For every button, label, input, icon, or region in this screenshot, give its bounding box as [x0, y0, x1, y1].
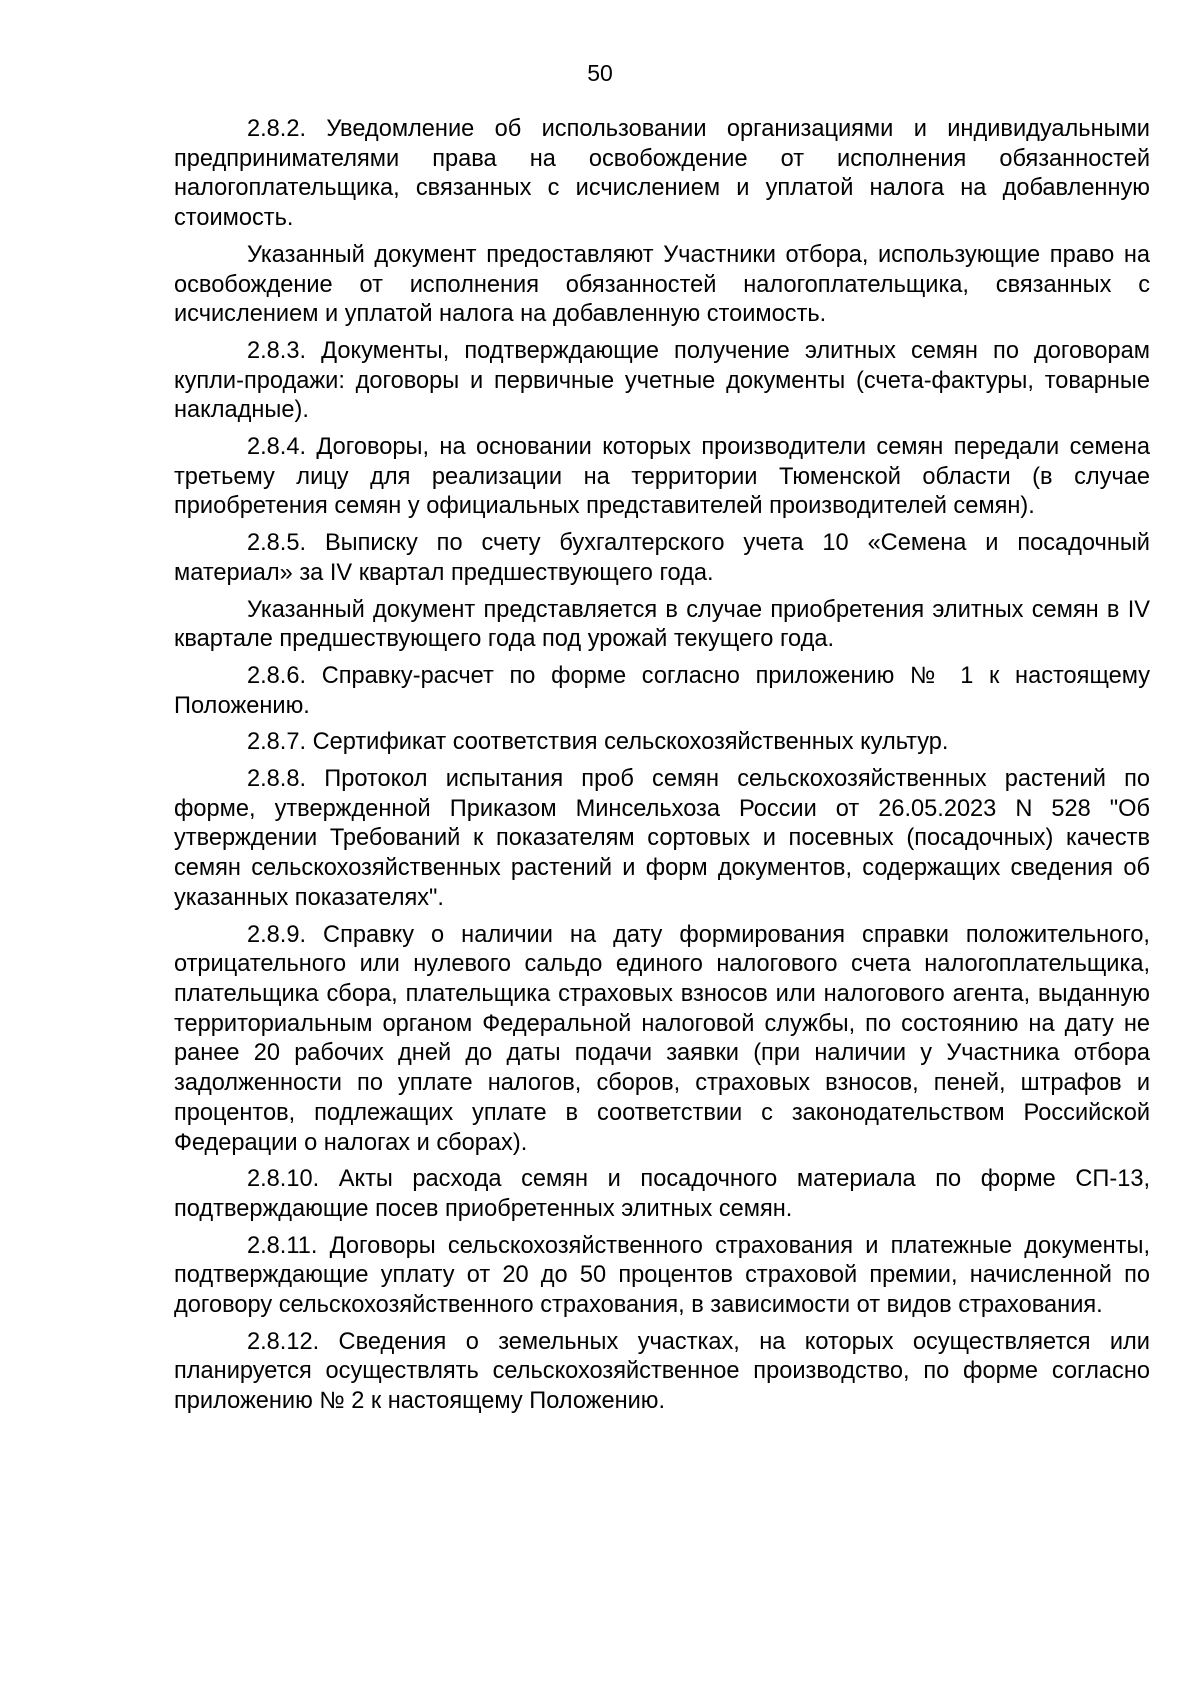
paragraph-2-8-4: 2.8.4. Договоры, на основании которых производители семян передали семена третьему лицу для реализации на территории Тюменской области (в случае приобретения семян у официальных представителей производителей семян).	[174, 434, 1150, 520]
paragraph-2-8-6: 2.8.6. Справку-расчет по форме согласно приложению № 1 к настоящему Положению.	[174, 662, 1150, 719]
paragraph-2-8-5: 2.8.5. Выписку по счету бухгалтерского учета 10 «Семена и посадочный материал» за IV квартал предшествующего года.	[174, 530, 1150, 586]
paragraph-2-8-8: 2.8.8. Протокол испытания проб семян сельскохозяйственных растений по форме, утвержденной Приказом Минсельхоза России от 26.05.2023 N 528 "Об утверждении Требований к показателям сортовых и посевных (посадочных) качеств семян сельскохозяйственных растений и форм документов, содержащих сведения об указанных показателях".	[174, 766, 1150, 911]
paragraph-2-8-7: 2.8.7. Сертификат соответствия сельскохозяйственных культур.	[247, 729, 949, 756]
paragraph-2-8-2: 2.8.2. Уведомление об использовании организациями и индивидуальными предпринимателями права на освобождение от исполнения обязанностей налогоплательщика, связанных с исчислением и уплатой налога на добавленную стоимость.	[174, 116, 1150, 232]
paragraph-2-8-12: 2.8.12. Сведения о земельных участках, на которых осуществляется или планируется осуществлять сельскохозяйственное производство, по форме согласно приложению № 2 к настоящему Положению.	[174, 1328, 1150, 1415]
paragraph-2-8-11: 2.8.11. Договоры сельскохозяйственного страхования и платежные документы, подтверждающие уплату от 20 до 50 процентов страховой премии, начисленной по договору сельскохозяйственного страхования, в зависимости от видов страхования.	[174, 1232, 1150, 1319]
page-number: 50	[587, 60, 613, 86]
paragraph-2-8-5-note: Указанный документ представляется в случае приобретения элитных семян в IV квартале предшествующего года под урожай текущего года.	[174, 596, 1150, 653]
paragraph-2-8-3: 2.8.3. Документы, подтверждающие получение элитных семян по договорам купли-продажи: договоры и первичные учетные документы (счета-фактуры, товарные накладные).	[174, 337, 1150, 424]
paragraph-2-8-10: 2.8.10. Акты расхода семян и посадочного материала по форме СП-13, подтверждающие посев приобретенных элитных семян.	[174, 1166, 1150, 1222]
paragraph-2-8-9: 2.8.9. Справку о наличии на дату формирования справки положительного, отрицательного или нулевого сальдо единого налогового счета налогоплательщика, плательщика сбора, плательщика страховых взносов или налогового агента, выданную территориальным органом Федеральной налоговой службы, по состоянию на дату не ранее 20 рабочих дней до даты подачи заявки (при наличии у Участника отбора задолженности по уплате налогов, сборов, страховых взносов, пеней, штрафов и процентов, подлежащих уплате в соответствии с законодательством Российской Федерации о налогах и сборах).	[174, 921, 1150, 1156]
document-body	[174, 115, 1150, 1424]
paragraph-2-8-2-note: Указанный документ предоставляют Участники отбора, использующие право на освобождение от исполнения обязанностей налогоплательщика, связанных с исчислением и уплатой налога на добавленную стоимость.	[174, 241, 1150, 328]
